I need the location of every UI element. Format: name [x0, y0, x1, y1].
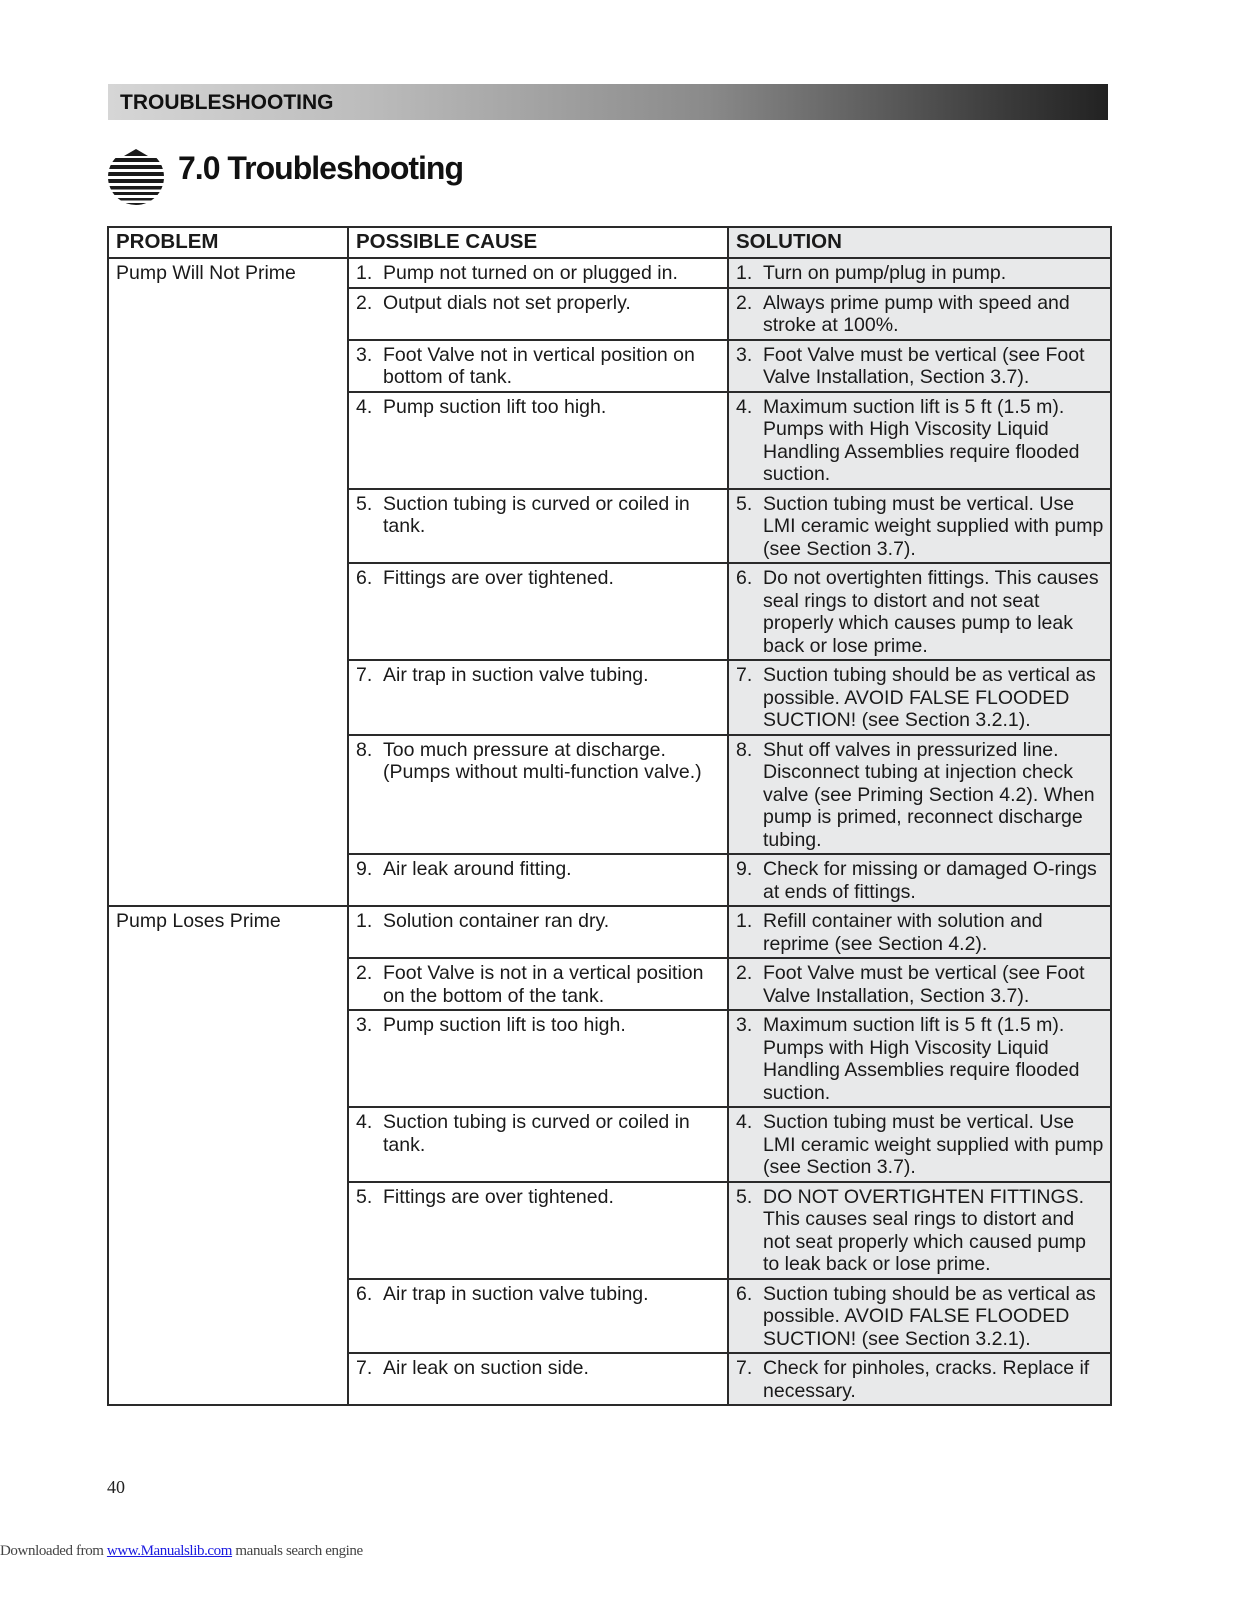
troubleshooting-table: [107, 226, 1112, 1406]
solution-cell: [728, 1353, 1111, 1405]
solution-text: Suction tubing should be as vertical as possible. AVOID FALSE FLOODED SUCTION! (see Section 3.2.1).: [763, 664, 1096, 731]
solution-text: Always prime pump with speed and stroke at 100%.: [763, 291, 1070, 336]
section-header-label: TROUBLESHOOTING: [120, 91, 334, 114]
solution-text: Foot Valve must be vertical (see Foot Valve Installation, Section 3.7).: [763, 343, 1085, 388]
table-row: [108, 906, 1111, 958]
solution-number: 6.: [736, 1282, 753, 1305]
footer-prefix: Downloaded from: [0, 1543, 107, 1559]
cause-cell: [348, 340, 728, 392]
solution-cell: [728, 340, 1111, 392]
cause-cell: [348, 1353, 728, 1405]
cause-text: Pump suction lift is too high.: [383, 1014, 626, 1036]
lmi-logo-icon: [107, 148, 165, 206]
cause-text: Air trap in suction valve tubing.: [383, 664, 649, 686]
solution-number: 5.: [736, 1185, 753, 1208]
cause-cell: [348, 1182, 728, 1279]
cause-cell: [348, 906, 728, 958]
cause-cell: [348, 958, 728, 1010]
solution-cell: [728, 258, 1111, 288]
cause-number: 5.: [356, 1185, 373, 1208]
solution-cell: [728, 288, 1111, 340]
solution-text: Maximum suction lift is 5 ft (1.5 m). Pumps with High Viscosity Liquid Handling Assemblies require flooded suction.: [763, 1014, 1080, 1104]
solution-number: 7.: [736, 1357, 753, 1379]
cause-text: Foot Valve is not in a vertical position on the bottom of the tank.: [383, 962, 704, 1007]
cause-cell: [348, 1010, 728, 1107]
column-header-solution: SOLUTION: [728, 227, 1111, 258]
cause-text: Pump suction lift too high.: [383, 395, 607, 418]
solution-text: Check for missing or damaged O-rings at ends of fittings.: [763, 858, 1097, 903]
cause-number: 6.: [356, 567, 373, 589]
cause-number: 1.: [356, 910, 373, 932]
solution-text: Refill container with solution and reprime (see Section 4.2).: [763, 910, 1043, 955]
cause-text: Too much pressure at discharge. (Pumps without multi-function valve.): [383, 738, 702, 783]
solution-text: Suction tubing must be vertical. Use LMI ceramic weight supplied with pump (see Section 3.7).: [763, 1111, 1104, 1178]
solution-number: 6.: [736, 567, 753, 589]
problem-cell: Pump Will Not Prime: [108, 258, 348, 906]
cause-number: 4.: [356, 395, 373, 418]
cause-text: Fittings are over tightened.: [383, 567, 614, 589]
cause-cell: [348, 854, 728, 906]
cause-cell: [348, 489, 728, 564]
section-header-bar: [108, 84, 1108, 120]
column-header-cause: POSSIBLE CAUSE: [348, 227, 728, 258]
solution-text: Turn on pump/plug in pump.: [763, 262, 1007, 284]
page-number: 40: [107, 1477, 125, 1497]
cause-cell: [348, 735, 728, 855]
cause-cell: [348, 660, 728, 735]
column-header-problem: PROBLEM: [108, 227, 348, 258]
cause-cell: [348, 1107, 728, 1182]
cause-text: Air trap in suction valve tubing.: [383, 1282, 649, 1305]
cause-text: Suction tubing is curved or coiled in tank.: [383, 1111, 690, 1156]
solution-cell: [728, 906, 1111, 958]
solution-text: Shut off valves in pressurized line. Disconnect tubing at injection check valve (see Priming Section 4.2). When pump is primed, reconnect discharge tubing.: [763, 738, 1095, 851]
solution-cell: [728, 563, 1111, 660]
cause-number: 3.: [356, 1014, 373, 1036]
solution-number: 8.: [736, 738, 753, 761]
cause-number: 2.: [356, 962, 373, 984]
cause-text: Output dials not set properly.: [383, 291, 631, 314]
solution-number: 9.: [736, 858, 753, 880]
cause-number: 7.: [356, 1357, 373, 1379]
solution-cell: [728, 1107, 1111, 1182]
cause-number: 8.: [356, 738, 373, 761]
cause-number: 7.: [356, 664, 373, 686]
cause-text: Solution container ran dry.: [383, 910, 610, 932]
cause-cell: [348, 1279, 728, 1354]
solution-number: 1.: [736, 910, 753, 932]
solution-number: 4.: [736, 1111, 753, 1133]
cause-cell: [348, 563, 728, 660]
solution-cell: [728, 958, 1111, 1010]
solution-number: 2.: [736, 962, 753, 984]
solution-number: 3.: [736, 1014, 753, 1036]
solution-text: Do not overtighten fittings. This causes seal rings to distort and not seat properly which causes pump to leak back or lose prime.: [763, 567, 1099, 657]
problem-cell: Pump Loses Prime: [108, 906, 348, 1405]
solution-text: DO NOT OVERTIGHTEN FITTINGS. This causes seal rings to distort and not seat properly which caused pump to leak back or lose prime.: [763, 1185, 1087, 1275]
solution-number: 5.: [736, 492, 753, 515]
cause-text: Air leak around fitting.: [383, 858, 572, 880]
solution-cell: [728, 1182, 1111, 1279]
table-header-row: [108, 227, 1111, 258]
solution-text: Suction tubing must be vertical. Use LMI ceramic weight supplied with pump (see Section 3.7).: [763, 492, 1104, 560]
solution-text: Check for pinholes, cracks. Replace if necessary.: [763, 1357, 1090, 1402]
cause-cell: [348, 258, 728, 288]
manualslib-link[interactable]: www.Manualslib.com: [106, 1543, 233, 1559]
solution-cell: [728, 489, 1111, 564]
solution-number: 7.: [736, 664, 753, 686]
solution-text: Foot Valve must be vertical (see Foot Valve Installation, Section 3.7).: [763, 962, 1085, 1007]
solution-number: 1.: [736, 262, 753, 284]
solution-text: Suction tubing should be as vertical as possible. AVOID FALSE FLOODED SUCTION! (see Section 3.2.1).: [763, 1282, 1096, 1350]
cause-text: Fittings are over tightened.: [383, 1185, 614, 1208]
cause-number: 5.: [356, 492, 373, 515]
cause-number: 4.: [356, 1111, 373, 1133]
download-footer: [0, 1543, 363, 1560]
cause-number: 2.: [356, 291, 373, 314]
solution-cell: [728, 735, 1111, 855]
cause-text: Suction tubing is curved or coiled in tank.: [383, 492, 690, 537]
cause-number: 3.: [356, 343, 373, 366]
cause-cell: [348, 288, 728, 340]
cause-number: 1.: [356, 262, 373, 284]
solution-number: 3.: [736, 343, 753, 366]
solution-cell: [728, 854, 1111, 906]
table-row: [108, 258, 1111, 288]
cause-text: Air leak on suction side.: [383, 1357, 589, 1379]
cause-text: Foot Valve not in vertical position on bottom of tank.: [383, 343, 695, 388]
cause-number: 9.: [356, 858, 373, 880]
solution-number: 2.: [736, 291, 753, 314]
solution-number: 4.: [736, 395, 753, 418]
solution-cell: [728, 660, 1111, 735]
page-title: 7.0 Troubleshooting: [178, 150, 464, 186]
cause-cell: [348, 392, 728, 489]
solution-cell: [728, 1279, 1111, 1354]
footer-suffix: manuals search engine: [232, 1543, 363, 1559]
solution-cell: [728, 1010, 1111, 1107]
cause-text: Pump not turned on or plugged in.: [383, 262, 678, 284]
cause-number: 6.: [356, 1282, 373, 1305]
solution-cell: [728, 392, 1111, 489]
solution-text: Maximum suction lift is 5 ft (1.5 m). Pumps with High Viscosity Liquid Handling Assemblies require flooded suction.: [763, 395, 1080, 485]
